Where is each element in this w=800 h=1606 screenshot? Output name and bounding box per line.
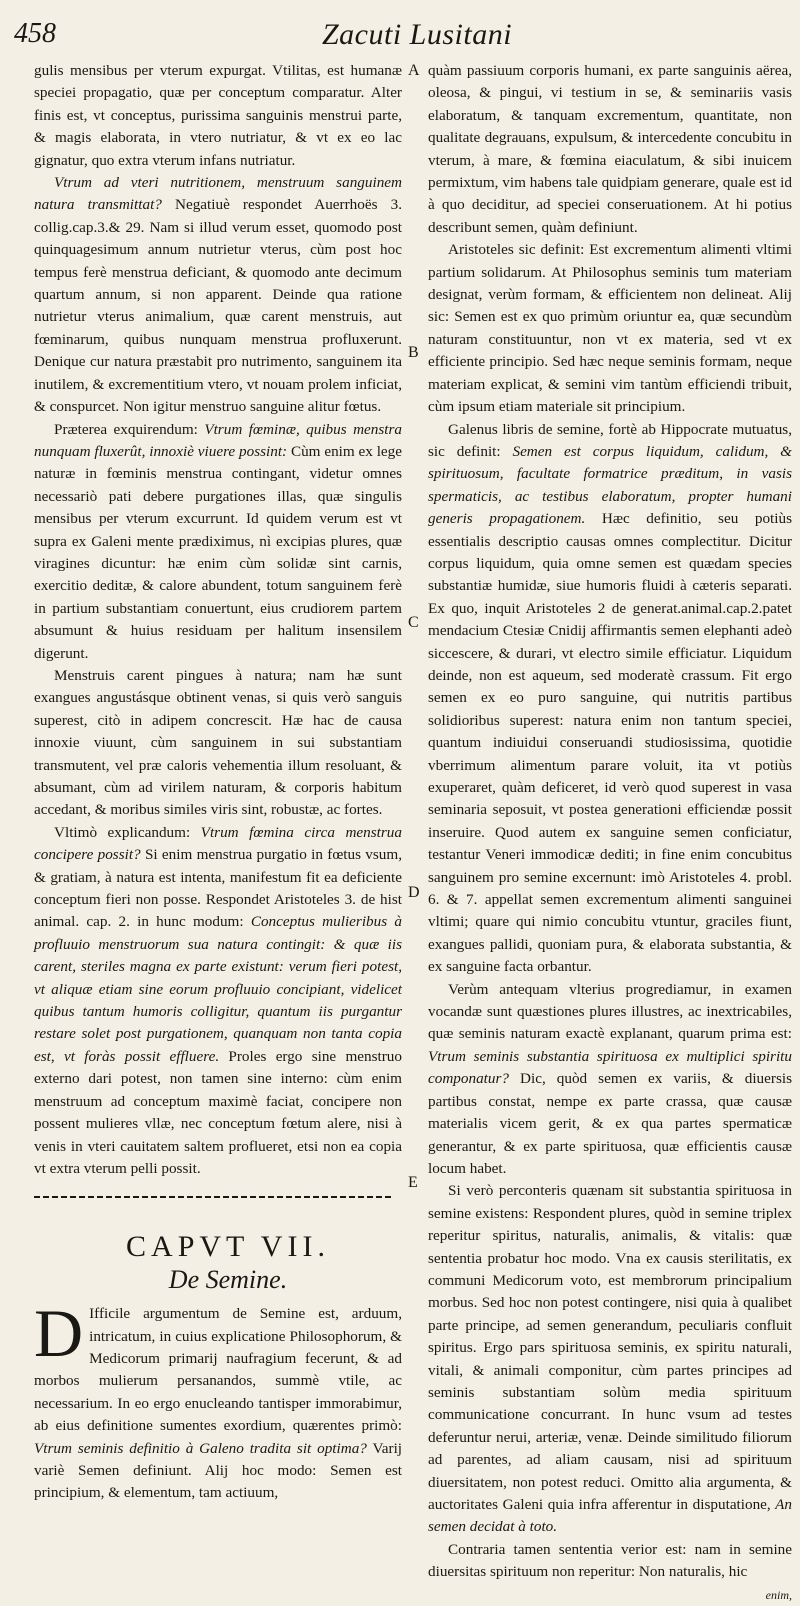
question-text: Vtrum seminis substantia spirituosa ex multiplici spiritu componatur? (428, 1047, 792, 1088)
paragraph: Præterea exquirendum: Vtrum fœminæ, quibus menstra nunquam fluxerût, innoxiè viuere possint: Cùm enim ex lege naturæ in fœminis menstrua contingant, videtur omnes necessariò pati debere purgationes illas, quæ singulis mensibus per vterum excurrunt. Id quidem verum est vt supra ex Galeni mente prædiximus, nì excipias plures, quæ viragines dicuntur: hæ enim cùm solidæ sint carnis, exercitio deditæ, & calore abundent, totum sanguinem ferè in partium substantiam conuertunt, eius crudiorem partem absumunt & huius residuam per halitum insensilem digerunt. (34, 420, 402, 662)
margin-letter: C (408, 614, 419, 631)
question-text: An semen decidat à toto. (428, 1496, 792, 1536)
paragraph: Contraria tamen sententia verior est: nam in semine diuersitas spirituum non reperitur: Non naturalis, hic (428, 1540, 792, 1581)
chapter-heading: CAPVT VII. (126, 1230, 330, 1264)
paragraph: quàm passiuum corporis humani, ex parte sanguinis aërea, oleosa, & pingui, vi testium in se, & seminariis vasis elaboratum, & tanquam excrementum, quantitate, non qualitate degrauans, expulsum, & intercedente concubitu in vterum, à mare, & fœmina eiaculatum, & sibi inuicem permixtum, vim habens tale quidpiam generare, quale est id à quo deciditur, ad speciei conseruationem. At hi potius describunt semen, quàm definiunt. (428, 62, 792, 236)
paragraph: Menstruis carent pingues à natura; nam hæ sunt exangues angustásque obtinent venas, si quis verò sanguis superest, citò in adipem concrescit. Hæ hac de causa innoxie viuunt, cùm sanguinem in sui substantiam transmutent, vel præ caloris vehementia illum resoluant, & absumant, cùm ad virilem naturam, & corporis habitum accedant, & moribus similes viris sint, robustæ, ac fortes. (34, 666, 402, 819)
paragraph: gulis mensibus per vterum expurgat. Vtilitas, est humanæ speciei propagatio, quæ per conceptum comparatur. Alter finis est, vt conceptus, purissima sanguinis menstrui parte, & magis elaborata, in vtero nutriatur, & vt ex eo lac gignatur, quo extra vterum infans nutriatur. (34, 62, 402, 169)
margin-letter: E (408, 1174, 418, 1191)
paragraph: Aristoteles sic definit: Est excrementum alimenti vltimi partium solidarum. At Philosophus seminis tum materiam designat, verùm formam, & efficientem non delineat. Alij sic: Semen est ex quo primùm oriuntur ea, quæ secundùm naturam constituuntur, non vt ex materia, sed vt ex efficiente principio. Sed hæc neque seminis formam, neque materiam explicat, & semini vim tantùm efficiendi tribuit, cùm ipsum etiam materiale sit principium. (428, 241, 792, 416)
paragraph: Vtrum ad vteri nutritionem, menstruum sanguinem natura transmittat? Negatiuè respondet Auerrhoës 3. collig.cap.3.& 29. Nam si illud verum esset, quomodo post quinquagesimum annum nutrietur vterus, cùm post hoc tempus ferè menstrua deficiant, & quomodo ante decimum quartum annum, si non apparent. Deinde qua ratione nutrietur vterus animalium, quæ carent menstruis, aut fœminarum, quibus nunquam menstrua profluxerunt. Denique cur natura præstabit pro nutrimento, sanguinem ita inutilem, & excrementitium vtero, vt nouam prolem inficiat, & conspurcet. Non igitur menstruo sanguine alitur fœtus. (34, 174, 402, 416)
question-text: Vtrum seminis definitio à Galeno tradita sit optima? (34, 1439, 367, 1457)
running-title: Zacuti Lusitani (322, 18, 513, 51)
paragraph: Vltimò explicandum: Vtrum fœmina circa menstrua concipere possit? Si enim menstrua purgatio in fœtus vsum, & gratiam, à natura est intenta, manifestum fit ea deficiente conceptum fieri non posse. Respondet Aristoteles 3. de hist animal. cap. 2. in hunc modum: Conceptus mulieribus à profluuio menstruorum sua natura contingit: & quæ iis carent, steriles magna ex parte existunt: verum fieri potest, vt aliquæ etiam sine eorum profluuio concipiant, videlicet quibus tantum humoris colligitur, quantum iis purgantur restare solet post purgationem, quanquam non tanta copia est, vt foràs possit effluere. Proles ergo sine menstruo externo dari potest, non tamen sine interno: cùm enim menstruum ad conceptum maximè faciat, concipere non possent mulieres vllæ, nec conceptum fœtum alere, nisi à venis in vteri cauitatem saltem proflueret, etsi non ea copia vt extra vterum pelli possit. (34, 823, 403, 1177)
margin-markers (404, 0, 426, 1471)
section-divider (34, 1180, 402, 1210)
question-text: Vtrum fœminæ, quibus menstra nunquam fluxerût, innoxiè viuere possint: (34, 420, 402, 460)
catchword: enim, (765, 1587, 792, 1602)
right-column (428, 60, 792, 1602)
margin-letter: A (408, 62, 420, 79)
definition-text: Semen est corpus liquidum, calidum, & spirituosum, facultate formatrice præditum, in vasis spermaticis, ac testibus elaboratum, propter humani generis propagationem. (428, 442, 792, 528)
page-header (0, 12, 800, 56)
margin-letter: B (408, 344, 419, 361)
quotation-text: Conceptus mulieribus à profluuio menstruorum sua natura contingit: & quæ iis carent, steriles magna ex parte existunt: verum fieri potest, vt aliquæ etiam sine eorum profluuio concipiant, videlicet quibus tantum humoris colligitur, quantum iis purgantur restare solet post purgationem, quanquam non tanta copia est, vt foràs possit effluere. (34, 913, 402, 1065)
paragraph: Galenus libris de semine, fortè ab Hippocrate mutuatus, sic definit: Semen est corpus liquidum, calidum, & spirituosum, facultate formatrice præditum, in vasis spermaticis, ac testibus elaboratum, propter humani generis propagationem. Hæc definitio, seu potiùs essentialis descriptio causas omnes complectitur. Dicitur corpus liquidum, quia omne semen est quædam species substantiæ humidæ, siue humoris fluidi à cæteris separati. Ex quo, inquit Aristoteles 2 de generat.animal.cap.2.patet mendacium Ctesiæ Cnidij affirmantis semen elephanti adeò siccescere, & durari, vt electro simile efficiatur. Liquidum deinde, non est aqueum, sed moderatè crassum. Fit ergo semen ex eo puro sanguine, qui nutritis partibus solidioribus superest: natura enim non tantum speciei, quantum indiuidui conseruandi studiosissima, quotidie vberrimum alimentum parare voluit, ita vt potiùs exuperaret, quàm deficeret, id verò quod superest in vasa seminaria seposuit, vt postea generationi efficiendæ possit inseruire. Quod autem ex sanguine semen conficiatur, testantur Veneri immodicæ dediti; in fine enim concubitus sanguinem pro semine excernunt: imò Aristoteles 4. probl. 6. & 7. appellat semen excrementum alimenti sanguinei vltimi; quare qui nimio concubitu vtuntur, graciles fiunt, exangues pallidi, quoniam pura, & elaborata substantia, & ex sanguine facta orbantur. (428, 420, 792, 976)
chapter-subtitle: De Semine. (168, 1264, 288, 1294)
paragraph: D Ifficile argumentum de Semine est, arduum, intricatum, in cuius explicatione Philosophorum, & Medicorum primarij naufragium fecerunt, & ad morbos mulierum persanandos, summè vtile, ac necessarium. In eo ergo enucleando tantisper immorabimur, ab eius definitione sumentes exordium, quærentes primò: Vtrum seminis definitio à Galeno tradita sit optima? Varij variè Semen definiunt. Alij hoc modo: Semen est principium, & elementum, tam actiuum, (34, 1295, 403, 1502)
dotted-rule (34, 1196, 394, 1198)
paragraph: Verùm antequam vlterius progrediamur, in examen vocandæ sunt quæstiones plures illustres, ac inextricabiles, quæ seminis naturam exactè explanant, quarum prima est: Vtrum seminis substantia spirituosa ex multiplici spiritu componatur? Dic, quòd semen ex variis, & diuersis partibus constat, nempe ex parte crassa, quæ causæ materialis vicem gerit, & ex qua partes spermaticæ generantur, & ex parte spirituosa, quæ efficientis causæ locum habet. (428, 980, 792, 1177)
paragraph: Si verò perconteris quænam sit substantia spirituosa in semine existens: Respondent plures, quòd in semine triplex reperitur spiritus, naturalis, animalis, & vitalis: quæ sententia probatur hoc modo. Vna ex causis sterilitatis, ex communi Medicorum voto, est membrorum principalium morbus. Sed hoc non potest contingere, nisi quia à qualibet parte principe, ad semen generandum, peculiaris confluit spiritus. Ergo pars spirituosa seminis, ex spiritu naturali, vitali, & animali componitur, cùm partes principes ad seminis substantiam solùm media spirituum communicatione concurrant. In hunc vsum ad testes deferuntur nerui, arteriæ, venæ. Deinde similitudo filiorum ad parentes, ad aliam causam, nisi ad spirituum diuersitatem, non potest reduci. Omitto alia argumenta, & auctoritates Galeni quia infra afferentur in disputatione, An semen decidat à toto. (428, 1182, 792, 1536)
drop-cap: D (34, 1295, 84, 1372)
margin-letter: D (408, 884, 420, 901)
left-column (34, 60, 403, 1502)
page-number: 458 (14, 18, 56, 49)
question-text: Vtrum ad vteri nutritionem, menstruum sanguinem natura transmittat? (34, 174, 402, 214)
question-text: Vtrum fœmina circa menstrua concipere possit? (34, 823, 402, 864)
